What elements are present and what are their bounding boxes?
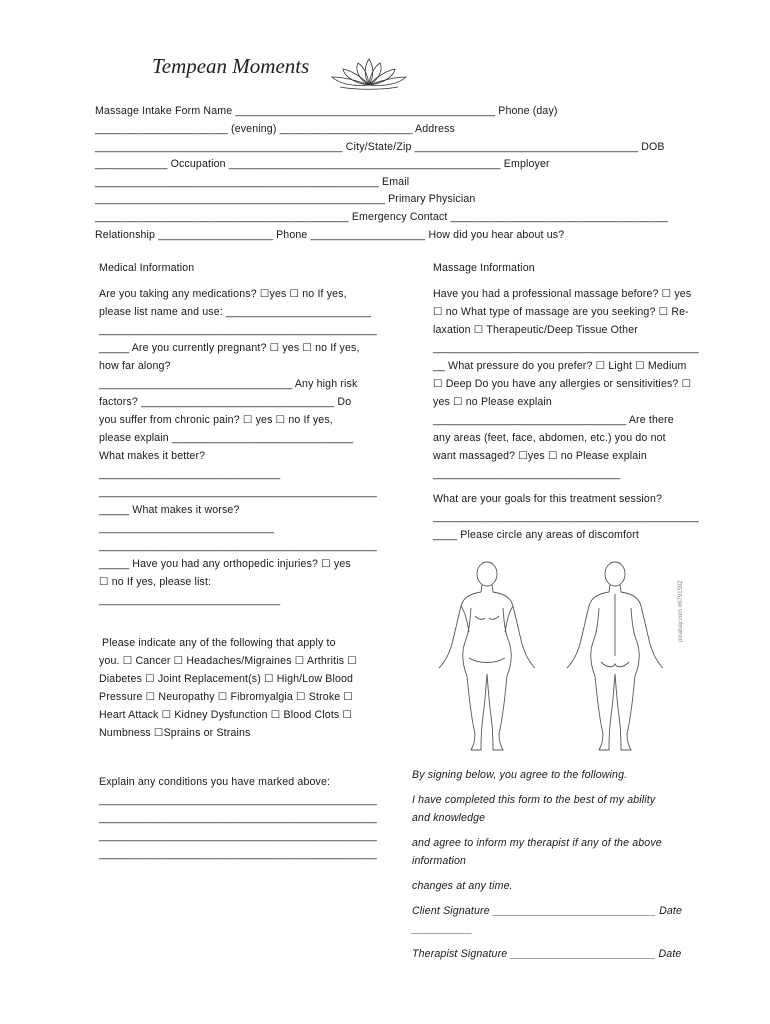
- client-signature-line[interactable]: Client Signature ___________________________ Date: [412, 905, 683, 917]
- goals-line[interactable]: ____________________________________________: [433, 511, 699, 523]
- massage-heading: Massage Information: [433, 262, 535, 274]
- intake-city-line[interactable]: _________________________________________ City/State/Zip _____________________________________ DOB: [95, 141, 665, 153]
- medical-line[interactable]: ☐ no If yes, please list:: [99, 576, 212, 588]
- therapist-signature-line[interactable]: Therapist Signature ________________________ Date: [412, 948, 682, 960]
- massage-line[interactable]: _______________________________: [433, 468, 621, 480]
- explain-section: [99, 773, 377, 863]
- medical-heading: Medical Information: [99, 262, 195, 274]
- medical-line[interactable]: ________________________________ Any high risk: [99, 378, 358, 390]
- medical-line[interactable]: _____ Are you currently pregnant? ☐ yes ☐ no If yes,: [99, 342, 360, 354]
- medical-line[interactable]: _____ Have you had any orthopedic injuries? ☐ yes: [99, 558, 351, 570]
- medical-line[interactable]: you suffer from chronic pain? ☐ yes ☐ no If yes,: [99, 414, 333, 426]
- signature-line: information: [412, 855, 467, 867]
- medical-line[interactable]: _____ What makes it worse?: [99, 504, 240, 516]
- intake-physician-line[interactable]: ________________________________________________ Primary Physician: [95, 193, 476, 205]
- back-body-figure: [567, 562, 663, 750]
- signature-line: I have completed this form to the best of my ability: [412, 794, 656, 806]
- front-body-figure: [439, 562, 535, 750]
- massage-line[interactable]: __ What pressure do you prefer? ☐ Light ☐ Medium: [433, 360, 687, 372]
- massage-line[interactable]: ____________________________________________: [433, 342, 699, 354]
- explain-line[interactable]: ______________________________________________: [99, 812, 377, 824]
- massage-line[interactable]: Have you had a professional massage before? ☐ yes: [433, 288, 692, 300]
- massage-line[interactable]: ________________________________ Are there: [433, 414, 674, 426]
- intake-email-line[interactable]: _______________________________________________ Email: [95, 176, 410, 188]
- massage-line[interactable]: yes ☐ no Please explain: [433, 396, 552, 408]
- massage-line[interactable]: ☐ no What type of massage are you seeking? ☐ Re-: [433, 306, 689, 318]
- massage-line[interactable]: laxation ☐ Therapeutic/Deep Tissue Other: [433, 324, 638, 336]
- signature-line: and agree to inform my therapist if any of the above: [412, 837, 662, 849]
- signature-line: By signing below, you agree to the following.: [412, 769, 628, 781]
- explain-line[interactable]: ______________________________________________: [99, 794, 377, 806]
- massage-section: [433, 259, 699, 544]
- conditions-line[interactable]: Numbness ☐Sprains or Strains: [99, 727, 251, 739]
- body-diagram[interactable]: [425, 556, 690, 758]
- medical-section: [99, 259, 377, 609]
- explain-line[interactable]: ______________________________________________: [99, 830, 377, 842]
- medical-line: how far along?: [99, 360, 171, 372]
- medical-line[interactable]: ______________________________________________: [99, 486, 377, 498]
- conditions-line[interactable]: Diabetes ☐ Joint Replacement(s) ☐ High/Low Blood: [99, 673, 354, 685]
- watermark-text: pixabay.com #6791592: [678, 580, 684, 642]
- medical-line[interactable]: ______________________________________________: [99, 540, 377, 552]
- explain-heading: Explain any conditions you have marked above:: [99, 776, 331, 788]
- medical-line[interactable]: Are you taking any medications? ☐yes ☐ no If yes,: [99, 288, 347, 300]
- intake-emergency-line[interactable]: __________________________________________ Emergency Contact ____________________________________: [95, 211, 669, 223]
- conditions-line[interactable]: Heart Attack ☐ Kidney Dysfunction ☐ Blood Clots ☐: [99, 709, 353, 721]
- massage-line[interactable]: ☐ Deep Do you have any allergies or sensitivities? ☐: [433, 378, 692, 390]
- conditions-section: [99, 634, 357, 742]
- intake-name-line[interactable]: Massage Intake Form Name ___________________________________________ Phone (day): [95, 105, 558, 117]
- goals-heading: What are your goals for this treatment session?: [433, 493, 663, 505]
- conditions-line[interactable]: Pressure ☐ Neuropathy ☐ Fibromyalgia ☐ Stroke ☐: [99, 691, 354, 703]
- massage-line[interactable]: want massaged? ☐yes ☐ no Please explain: [433, 450, 647, 462]
- medical-line[interactable]: ______________________________: [99, 594, 281, 606]
- client-date-line[interactable]: __________: [412, 923, 473, 935]
- conditions-line[interactable]: you. ☐ Cancer ☐ Headaches/Migraines ☐ Arthritis ☐: [99, 655, 357, 667]
- medical-line[interactable]: ______________________________________________: [99, 324, 377, 336]
- medical-line[interactable]: ______________________________: [99, 468, 281, 480]
- goals-line[interactable]: ____ Please circle any areas of discomfort: [433, 529, 639, 541]
- signature-line: and knowledge: [412, 812, 486, 824]
- medical-line[interactable]: please explain ______________________________: [99, 432, 354, 444]
- medical-line[interactable]: factors? ________________________________ Do: [99, 396, 352, 408]
- explain-line[interactable]: ______________________________________________: [99, 848, 377, 860]
- lotus-icon: [328, 55, 410, 91]
- intake-relationship-line[interactable]: Relationship ___________________ Phone ___________________ How did you hear about us?: [95, 229, 565, 241]
- conditions-line: Please indicate any of the following that apply to: [102, 637, 336, 649]
- medical-line[interactable]: please list name and use: ________________________: [99, 306, 371, 318]
- massage-line: any areas (feet, face, abdomen, etc.) you do not: [433, 432, 666, 444]
- medical-line[interactable]: _____________________________: [99, 522, 275, 534]
- intake-evening-line[interactable]: ______________________ (evening) ______________________ Address: [95, 123, 455, 135]
- signature-section: [412, 766, 682, 963]
- intake-occupation-line[interactable]: ____________ Occupation _____________________________________________ Employer: [95, 158, 550, 170]
- signature-line: changes at any time.: [412, 880, 513, 892]
- form-title: Tempean Moments: [152, 54, 310, 78]
- medical-line: What makes it better?: [99, 450, 206, 462]
